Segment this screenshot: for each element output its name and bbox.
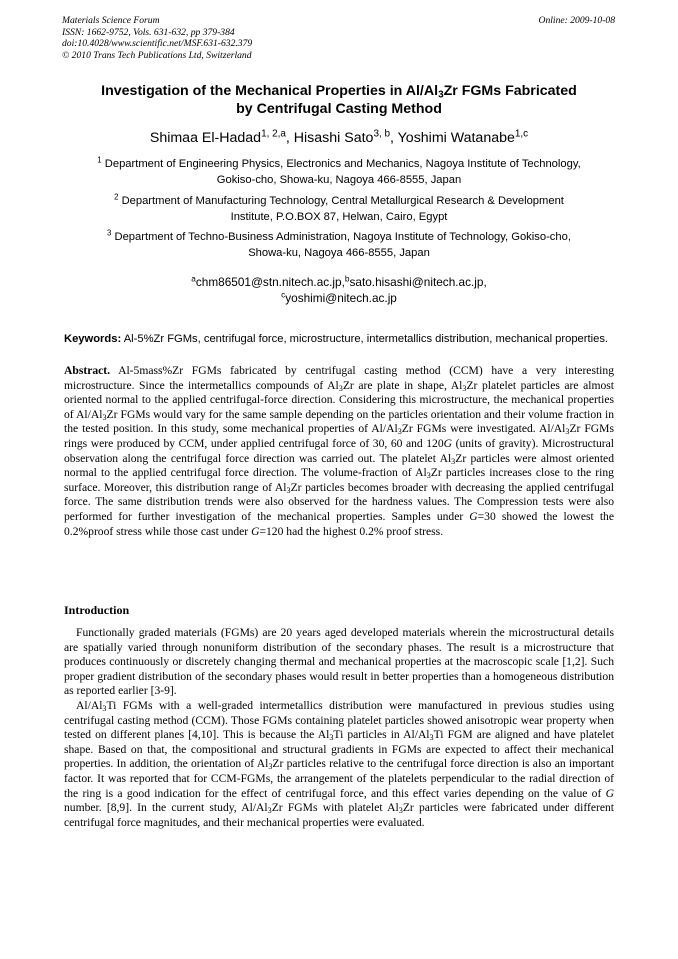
- author-list: [40, 129, 638, 147]
- abstract-text: (units of gravity). Microstructural observation along the centrifugal force direction was carried out. The platelet Al: [64, 436, 615, 465]
- abstract-text: Zr FGMs were investigated. Al/Al: [401, 422, 566, 436]
- author-affil-mark: 3, b: [373, 128, 390, 140]
- subscript: 3: [329, 733, 334, 743]
- abstract-text: Zr particles were almost oriented normal to the applied centrifugal force direction. The volume-fraction of Al: [64, 451, 615, 480]
- email-list: [56, 274, 622, 306]
- paragraph-text: Zr particles relative to the centrifugal force direction is also an important factor. It was reported that for CCM-FGMs, the arrangement of the platelets perpendicular to the radial direction of the ring is a good indication for the effect of centrifugal force, and this effect varies depending on the value of: [64, 757, 615, 800]
- affiliation-number: 3: [107, 228, 112, 238]
- author-name: Hisashi Sato: [293, 130, 374, 146]
- doi-line: doi:10.4028/www.scientific.net/MSF.631-632.379: [62, 38, 253, 50]
- paragraph-text: Ti FGMs with a well-graded intermetallics distribution were manufactured in previous studies using centrifugal casting method (CCM). Those FGMs containing platelet particles showed anisotropic wear property when tested on different planes [4,10]. This is because the Al: [64, 698, 614, 742]
- paragraph: [64, 699, 614, 830]
- subscript: 3: [462, 383, 467, 393]
- email-link[interactable]: chm86501@stn.nitech.ac.jp,: [195, 275, 345, 289]
- keywords-label: Keywords:: [64, 333, 122, 345]
- author-separator: ,: [390, 130, 398, 146]
- abstract-text: Zr platelet particles are almost oriented normal to the applied centrifugal-force direction. Considering this microstructure, the mechanical properties of Al/Al: [64, 378, 614, 421]
- subscript: 3: [397, 427, 402, 437]
- email-mark: a: [191, 274, 196, 284]
- subscript: 3: [267, 806, 272, 816]
- abstract-text: Zr particles becomes broader with decreasing the applied centrifugal force. The same distribution trends were also observed for the hardness values. The Compression tests were also performed for further investigation of the mechanical properties. Samples under: [64, 480, 614, 523]
- subscript: 3: [426, 471, 431, 481]
- affiliation-number: 2: [114, 192, 119, 202]
- subscript: 3: [102, 412, 107, 422]
- subscript: 3: [102, 703, 107, 713]
- affiliation-text: Gokiso-cho, Showa-ku, Nagoya 466-8555, Japan: [216, 174, 462, 186]
- paragraph-text: number. [8,9]. In the current study, Al/Al: [64, 801, 268, 815]
- subscript: 3: [429, 733, 434, 743]
- journal-name: Materials Science Forum: [62, 15, 160, 26]
- affiliation-text: Department of Manufacturing Technology, Central Metallurgical Research & Development: [121, 195, 564, 207]
- email-link[interactable]: yoshimi@nitech.ac.jp: [285, 291, 397, 305]
- paragraph-text: Ti particles in Al/Al: [333, 728, 430, 742]
- italic-g: G: [443, 436, 453, 450]
- paragraph-text: Al/Al: [76, 698, 103, 712]
- keywords-text: Al-5%Zr FGMs, centrifugal force, microstructure, intermetallics distribution, mechanical properties.: [121, 333, 609, 345]
- italic-g: G: [251, 524, 260, 538]
- subscript: 3: [338, 383, 343, 393]
- paragraph-text: Zr FGMs with platelet Al: [271, 801, 399, 815]
- keywords: [64, 332, 614, 347]
- subscript: 3: [286, 485, 291, 495]
- abstract: [64, 364, 614, 539]
- abstract-text: Al-5mass%Zr FGMs fabricated by centrifugal casting method (CCM) have a very interesting microstructure. Since the intermetallics compounds of Al: [64, 364, 614, 392]
- abstract-text: Zr particles increases close to the ring surface. Moreover, this distribution range of Al: [64, 466, 614, 494]
- introduction-body: [64, 626, 614, 830]
- abstract-text: Zr FGMs rings were produced by CCM, under applied centrifugal force of 30, 60 and 120: [64, 422, 614, 450]
- affiliation-text: Showa-ku, Nagoya 466-8555, Japan: [248, 247, 430, 259]
- affiliation-text: Institute, P.O.BOX 87, Helwan, Cairo, Egypt: [230, 211, 448, 223]
- abstract-text: Zr are plate in shape, Al: [342, 378, 463, 392]
- title-subscript: 3: [438, 89, 444, 101]
- title-line-2: by Centrifugal Casting Method: [236, 101, 442, 117]
- subscript: 3: [268, 762, 273, 772]
- abstract-text: Zr FGMs would vary for the same sample depending on the particles orientation and their volume fraction in the tested position. In this study, some mechanical properties of Al/Al: [64, 407, 614, 436]
- email-mark: c: [281, 290, 286, 300]
- paragraph-text: Zr particles were fabricated under different centrifugal force magnitudes, and their mechanical properties were evaluated.: [64, 801, 614, 829]
- affiliation-number: 1: [97, 155, 102, 165]
- online-date: Online: 2009-10-08: [538, 15, 615, 26]
- author-name: Yoshimi Watanabe: [397, 130, 515, 146]
- abstract-label: Abstract.: [64, 364, 111, 377]
- abstract-text: =30 showed the lowest the 0.2%proof stress while those cast under: [64, 509, 614, 538]
- section-heading-introduction: Introduction: [64, 603, 130, 617]
- italic-g: G: [605, 786, 614, 800]
- italic-g: G: [469, 509, 478, 523]
- title-part: Zr FGMs Fabricated: [443, 83, 577, 99]
- subscript: 3: [398, 806, 403, 816]
- email-link[interactable]: sato.hisashi@nitech.ac.jp,: [349, 275, 487, 289]
- author-name: Shimaa El-Hadad: [149, 130, 262, 146]
- title-part: Investigation of the Mechanical Properties in Al/Al: [101, 83, 439, 99]
- affiliation-2: [56, 193, 622, 225]
- paper-title: [50, 82, 628, 118]
- author-affil-mark: 1, 2,a: [261, 128, 286, 140]
- affiliation-text: Department of Techno-Business Administration, Nagoya Institute of Technology, Gokiso-cho,: [114, 231, 571, 243]
- author-separator: ,: [285, 130, 294, 146]
- paragraph: Functionally graded materials (FGMs) are 20 years aged developed materials wherein the microstructural details are spatially varied through nonuniform distribution of the secondary phases. The result is a microstructure that produces continuously or discretely changing thermal and mechanical properties at the macroscopic scale [1,2]. Such proper gradient distribution of the secondary phases would result in better properties than a homogeneous distribution as reported earlier [3-9].: [64, 626, 614, 698]
- copyright-line: © 2010 Trans Tech Publications Ltd, Switzerland: [62, 49, 252, 61]
- paragraph-text: Ti FGM are aligned and have platelet shape. Based on that, the compositional and structural gradients in FGMs are expected to affect their mechanical properties. In addition, the orientation of Al: [64, 728, 615, 771]
- author-affil-mark: 1,c: [514, 128, 529, 140]
- subscript: 3: [565, 427, 570, 437]
- journal-header: [62, 15, 615, 61]
- subscript: 3: [451, 456, 456, 466]
- affiliation-1: [56, 156, 622, 188]
- affiliation-3: [56, 229, 622, 261]
- issn-line: ISSN: 1662-9752, Vols. 631-632, pp 379-384: [62, 26, 235, 38]
- email-mark: b: [344, 274, 350, 284]
- affiliation-text: Department of Engineering Physics, Electronics and Mechanics, Nagoya Institute of Technology,: [104, 158, 581, 170]
- abstract-text: =120 had the highest 0.2% proof stress.: [259, 524, 444, 538]
